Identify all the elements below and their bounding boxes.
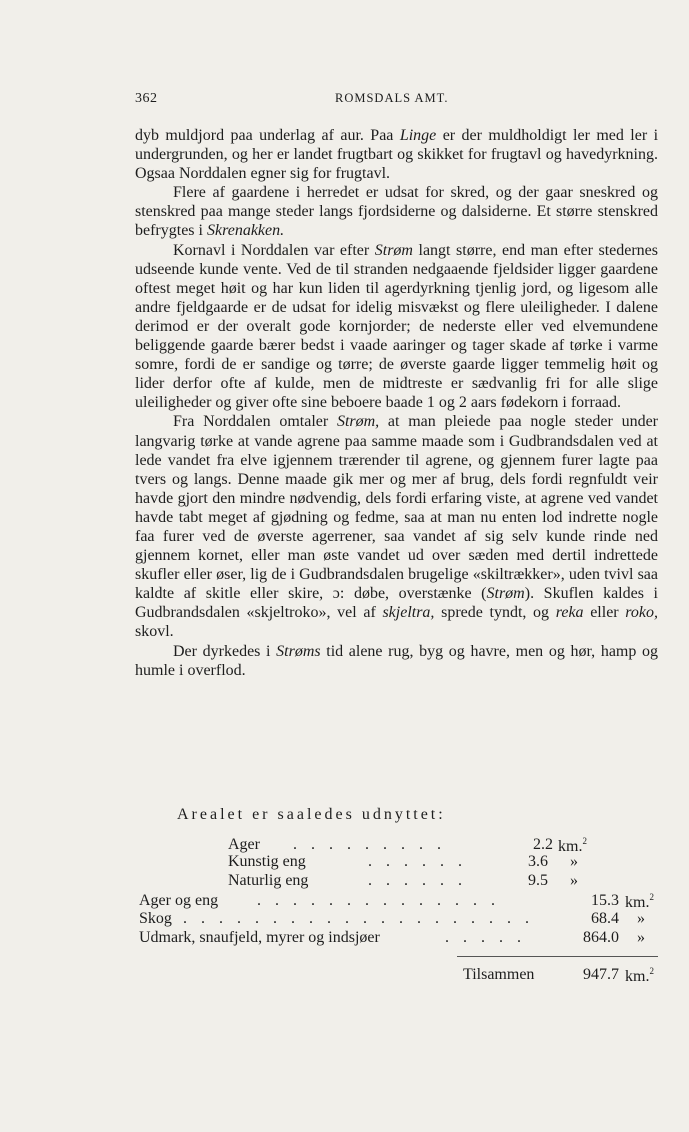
text-run: ). Skuflen kaldes i Gudbrandsdalen «skjeltroko», vel af: [135, 585, 659, 622]
row-unit: »: [637, 910, 645, 927]
body-text: [135, 126, 658, 680]
text-run: Kornavl i Norddalen var efter: [173, 241, 375, 259]
paragraph: [135, 126, 658, 183]
text-run: er der muldholdigt ler med ler i undergrunden, og her er landet frugtbart og skikket for frugtavl og havedyrkning. Ogsaa Norddalen egner sig for frugtavl.: [135, 127, 659, 183]
row-label: Ager: [228, 836, 260, 853]
stats-row-naturlig-eng: [228, 872, 658, 894]
text-run: Der dyrkedes i: [173, 642, 277, 660]
row-unit: [625, 892, 654, 912]
stats-row-udmark: [139, 929, 658, 951]
text-run: at man pleiede paa nogle steder under langvarig tørke at vande agrene paa samme maade som i Gudbrandsdalen ved at lede vandet fra elve igjennem trærender til agrene, og gjennem furer lagte paa tvers og langs. Denne maade gik mer og mer af brug, dels fordi regnfuldt veir havde gjort den mindre nødvendig, dels fordi erfaring viste, at agrene ved vandet havde tabt meget af gjødning og fedme, saa at man nu enten lod indrette nogle faa furer ved de øverste agerrener, saa vandet af sig selv kunde rinde ned gjennem kornet, eller man øste vandet ud over sæden med dertil indrettede skufler eller øser, lig de i Gudbrandsdalen brugelige «skiltrækker», uden tvivl saa kaldte af skitle eller skire, ɔ: døbe, overstænke (: [135, 413, 658, 603]
paragraph: [135, 241, 658, 413]
text-run: dyb muldjord paa underlag af aur. Paa: [135, 127, 400, 144]
text-run: eller: [583, 604, 626, 622]
row-unit: »: [637, 929, 645, 946]
unit-km: km.: [558, 838, 583, 855]
unit-superscript: 2: [649, 892, 654, 902]
page-number: 362: [135, 91, 158, 106]
row-leader-dots: . . . . .: [445, 929, 526, 946]
total-unit: [625, 966, 654, 986]
total-value: 947.7: [583, 966, 619, 983]
running-head: ROMSDALS AMT.: [335, 91, 449, 105]
unit-km: km.: [625, 968, 650, 985]
total-label: Tilsammen: [463, 966, 535, 983]
row-leader-dots: . . . . . . . . . . . . . . . . . . . .: [183, 910, 534, 927]
italic-run: Strøm: [374, 241, 413, 259]
row-label: Kunstig eng: [228, 853, 306, 870]
total-rule: [457, 956, 658, 957]
paragraph: [135, 183, 658, 240]
row-label: Naturlig eng: [228, 872, 309, 889]
row-label: Skog: [139, 910, 172, 927]
row-value: 15.3: [591, 892, 619, 909]
italic-run: Skrenakken.: [206, 222, 285, 240]
text-run: Fra Norddalen omtaler: [173, 413, 337, 431]
italic-run: Strøms: [276, 642, 321, 660]
stats-row-total: [139, 966, 658, 988]
unit-superscript: 2: [582, 836, 587, 846]
text-run: tid alene rug, byg og havre, men og hør, hamp og humle i overflod.: [135, 642, 659, 679]
row-label: Udmark, snaufjeld, myrer og indsjøer: [139, 929, 380, 946]
paragraph: [135, 642, 658, 680]
paragraph: [135, 412, 658, 641]
italic-run: Linge: [399, 127, 437, 144]
row-value: 68.4: [591, 910, 619, 927]
row-leader-dots: . . . . . .: [368, 872, 467, 889]
text-run: langt større, end man efter stedernes udseende kunde vente. Ved de til stranden nedgaaende fjeldsider ligger gaardene oftest meget høit og har kun liden til agerdyrkning tjenlig jord, og ligesom alle andre fjeldgaarde er de udsat for idelig misvækst og flere uleiligheder. I dalene derimod er der overalt gode kornjorder; de nederste eller ved elvemundene beliggende gaarde bærer bedst i vaade aaringer og tager skade af tørke i varme somre, fordi de er sandige og tørre; de øverste gaarde ligger temmelig høit og lider derfor ofte af kulde, men de midtreste er sædvanlig fri for alle slige uleiligheder og giver ofte sine beboere baade 1 og 2 aars fødekorn i forraad.: [135, 241, 659, 412]
unit-superscript: 2: [649, 966, 654, 976]
text-run: sprede tyndt, og: [434, 604, 556, 622]
stats-heading: Arealet er saaledes udnyttet:: [177, 806, 446, 823]
page-header: [135, 91, 658, 111]
row-leader-dots: . . . . . . . . .: [293, 836, 446, 853]
row-unit: »: [570, 853, 578, 870]
row-value: 2.2: [533, 836, 553, 853]
row-value: 864.0: [583, 929, 619, 946]
row-value: 9.5: [528, 872, 548, 889]
text-run: skovl.: [135, 623, 174, 641]
italic-run: reka: [555, 604, 584, 622]
text-run: Flere af gaardene i herredet er udsat for skred, og der gaar sneskred og stenskred paa mange steder langs fjordsiderne og dalsiderne. Et større stenskred befrygtes i: [135, 184, 658, 240]
unit-km: km.: [625, 894, 650, 911]
row-value: 3.6: [528, 853, 548, 870]
row-leader-dots: . . . . . . . . . . . . . .: [257, 892, 500, 909]
italic-run: Strøm: [486, 585, 525, 603]
row-leader-dots: . . . . . .: [368, 853, 467, 870]
row-label: Ager og eng: [139, 892, 219, 909]
italic-run: Strøm,: [336, 413, 380, 431]
row-unit: »: [570, 872, 578, 889]
italic-run: skjeltra,: [382, 604, 435, 622]
italic-run: roko,: [625, 604, 659, 622]
